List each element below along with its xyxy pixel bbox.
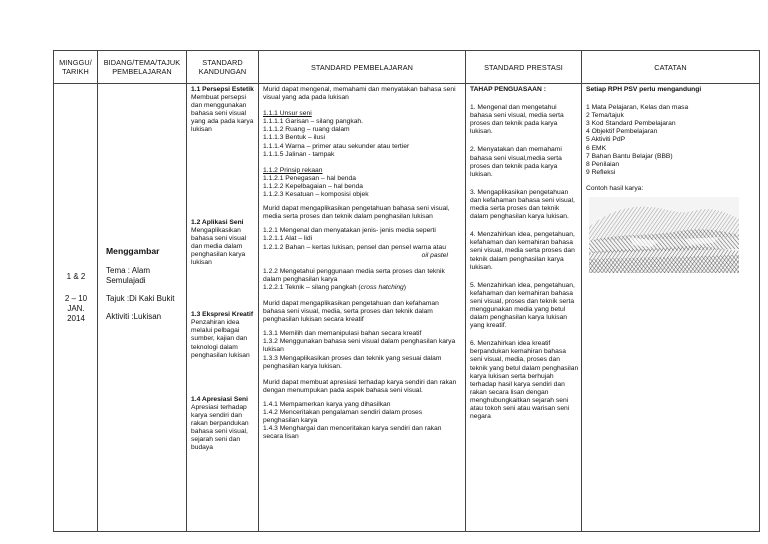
kandungan-line: lukisan xyxy=(191,126,212,134)
sp-line: 1.2.1 Mengenal dan menyatakan jenis- jenis media seperti xyxy=(263,227,436,235)
kandungan-cell xyxy=(187,84,259,532)
tema-line1: Tema : Alam xyxy=(106,266,151,275)
catatan-item: 2 Tema/tajuk xyxy=(586,112,624,120)
kandungan-4 xyxy=(191,396,255,453)
hill-drawing-icon xyxy=(589,197,739,273)
bidang-title: Menggambar xyxy=(106,246,160,256)
sp-line: Murid dapat membuat apresiasi terhadap karya sendiri dan rakan xyxy=(263,378,457,386)
sp-line: penghasilan karya lukisan. xyxy=(263,362,342,370)
kandungan-line: lukisan xyxy=(191,259,212,267)
kandungan-line: penghasilan lukisan xyxy=(191,351,250,359)
contoh-label: Contoh hasil karya: xyxy=(586,184,644,192)
tahap-line: berpandukan kemahiran bahasa xyxy=(470,348,566,356)
sp-line: 1.1.1.5 Jalinan - tampak xyxy=(263,150,335,158)
prestasi-cell xyxy=(466,84,582,532)
kandungan-line: Membuat persepsi xyxy=(191,94,247,102)
tahap-line: media serta proses dan teknik xyxy=(470,205,560,213)
header-minggu-line2: TARIKH xyxy=(62,67,89,76)
tahap-line: kefahaman dan kemahiran bahasa xyxy=(470,289,573,297)
kandungan-1 xyxy=(191,86,255,135)
header-bidang xyxy=(98,51,187,84)
tahap-line: seni visual, media serta proses dan xyxy=(470,247,575,255)
tahap-line: proses dan teknik pada karya xyxy=(470,162,558,170)
tahap-line: 6. Menzahirkan idea kreatif xyxy=(470,340,551,348)
header-kandungan-line2: KANDUNGAN xyxy=(198,67,247,76)
kandungan-line: sejarah seni dan xyxy=(191,436,241,444)
tahap-3 xyxy=(470,189,578,221)
catatan-item: 1 Mata Pelajaran, Kelas dan masa xyxy=(586,104,689,112)
tahap-line: 1. Mengenal dan mengetahui xyxy=(470,104,557,112)
header-kandungan xyxy=(187,51,259,84)
tahap-line: rakan secara lisan dengan xyxy=(470,388,549,396)
header-bidang-line1: BIDANG/TEMA/TAJUK xyxy=(103,58,181,67)
sp-line: 1.4.3 Menghargai dan menceritakan karya sendiri dan rakan xyxy=(263,425,442,433)
sp-line: 1.2.1.2 Bahan – kertas lukisan, pensel dan pensel warna atau xyxy=(263,243,446,251)
tahap-line: menghubungkaitkan sejarah seni xyxy=(470,396,569,404)
catatan-item: 4 Objektif Pembelajaran xyxy=(586,128,658,136)
sp-line: lukisan xyxy=(263,346,284,354)
kandungan-line: melalui pelbagai xyxy=(191,327,240,335)
week-number: 1 & 2 xyxy=(66,272,86,281)
tahap-line: 5. Menzahirkan idea, pengetahuan, xyxy=(470,281,575,289)
tahap-4 xyxy=(470,231,578,271)
catatan-item: 3 Kod Standard Pembelajaran xyxy=(586,120,676,128)
sp-line: Murid dapat mengaplikasikan pengetahuan bahasa seni visual, xyxy=(263,205,450,213)
tahap-line: proses dan teknik pada karya xyxy=(470,120,558,128)
header-prestasi: STANDARD PRESTASI xyxy=(466,51,582,84)
sp-line: 1.1.2.3 Kesatuan – komposisi objek xyxy=(263,191,369,199)
tahap-line: lukisan. xyxy=(470,170,493,178)
kandungan-line: Mengaplikasikan xyxy=(191,226,241,234)
catatan-item: 8 Penilaian xyxy=(586,160,620,168)
tahap-line: teknik dalam penghasilan karya xyxy=(470,255,564,263)
pembelajaran-block-4 xyxy=(263,379,462,442)
unsur-seni-title: 1.1.1 Unsur seni xyxy=(263,110,312,118)
catatan-item: 9 Refleksi xyxy=(586,168,616,176)
tahap-line: seni visual, media, proses dan xyxy=(470,356,560,364)
sp-line: 1.3.3 Mengaplikasikan proses dan teknik yang sesuai dalam xyxy=(263,354,442,362)
catatan-item: 5 Aktiviti PdP xyxy=(586,136,626,144)
sample-artwork-image xyxy=(589,197,739,273)
header-minggu-line1: MINGGU/ xyxy=(59,58,92,67)
tahap-5 xyxy=(470,282,578,331)
kandungan-line: karya sendiri dan xyxy=(191,411,242,419)
teknik-post: ) xyxy=(403,283,407,291)
tahap-line: bahasa seni visual,media serta xyxy=(470,154,562,162)
tajuk: Tajuk :Di Kaki Bukit xyxy=(106,294,175,303)
sp-line: 1.1.2.2 Kepelbagaian – hal benda xyxy=(263,182,364,190)
teknik-line xyxy=(263,284,462,292)
kandungan-line: bahasa seni visual xyxy=(191,234,247,242)
tahap-line: dalam penghasilan karya lukisan xyxy=(470,314,568,322)
prinsip-rekaan-title: 1.1.2 Prinsip rekaan xyxy=(263,166,323,174)
tahap-line: dan kefahaman bahasa seni visual, xyxy=(470,196,575,204)
tahap-line: negara xyxy=(470,413,491,421)
tahap-line: bahasa seni visual, media serta xyxy=(470,112,564,120)
pembelajaran-block-3 xyxy=(263,300,462,371)
sp-line: 1.3.2 Menggunakan bahasa seni visual dalam penghasilan karya xyxy=(263,338,456,346)
header-row xyxy=(54,51,760,84)
tahap-line: lukisan. xyxy=(470,128,493,136)
kandungan-title: 1.2 Aplikasi Seni xyxy=(191,218,244,226)
tahap-line: teknik yang betul dalam penghasilan xyxy=(470,364,578,372)
catatan-cell xyxy=(582,84,760,532)
kandungan-title: 1.4 Apresiasi Seni xyxy=(191,395,248,403)
kandungan-line: dan menggunakan xyxy=(191,102,247,110)
kandungan-line: rakan berpandukan xyxy=(191,419,249,427)
tahap-6 xyxy=(470,340,578,421)
minggu-cell xyxy=(54,84,98,532)
kandungan-title: 1.1 Persepsi Estetik xyxy=(191,86,254,93)
kandungan-2 xyxy=(191,219,255,268)
sp-line: 1.1.1.3 Bentuk – ilusi xyxy=(263,134,326,142)
tahap-line: seni visual, proses dan teknik serta xyxy=(470,297,575,305)
sp-line: 1.2.2 Mengetahui penggunaan media serta proses dan teknik xyxy=(263,267,445,275)
teknik-pre: 1.2.2.1 Teknik – silang pangkah ( xyxy=(263,283,361,291)
rph-table xyxy=(53,50,760,532)
tahap-line: lukisan. xyxy=(470,263,493,271)
sp-line: 1.2.1.1 Alat – lidi xyxy=(263,235,313,243)
kandungan-line: dan media dalam xyxy=(191,242,243,250)
tahap-line: dalam penghasilan karya lukisan. xyxy=(470,213,569,221)
kandungan-line: bahasa seni visual xyxy=(191,110,247,118)
catatan-item: 6 EMK xyxy=(586,144,607,152)
kandungan-line: Penzahiran idea xyxy=(191,319,240,327)
pembelajaran-block-1 xyxy=(263,86,462,199)
sp-line: media serta proses dan teknik dalam penghasilan lukisan xyxy=(263,213,433,221)
kandungan-line: bahasa seni visual, xyxy=(191,428,248,436)
tema-line2: Semulajadi xyxy=(106,276,146,285)
sp-line: 1.1.2.1 Penegasan – hal benda xyxy=(263,174,356,182)
kandungan-3 xyxy=(191,311,255,360)
sp-line: 1.3.1 Memilih dan memanipulasi bahan secara kreatif xyxy=(263,330,422,338)
header-kandungan-line1: STANDARD xyxy=(202,58,243,67)
tahap-1 xyxy=(470,104,578,136)
kandungan-line: budaya xyxy=(191,444,213,452)
pembelajaran-block-2 xyxy=(263,205,462,292)
header-pembelajaran: STANDARD PEMBELAJARAN xyxy=(259,51,466,84)
sp-line: Murid dapat mengaplikasikan pengetahuan dan kefahaman xyxy=(263,299,439,307)
sp-line: penghasilan karya xyxy=(263,417,318,425)
date-range: 2 – 10 xyxy=(64,294,88,303)
tahap-line: karya lukisan serta berhujah xyxy=(470,372,554,380)
kandungan-line: yang ada pada karya xyxy=(191,118,254,126)
sp-line: 1.1.1.1 Garisan – silang pangkah. xyxy=(263,118,364,126)
header-bidang-line2: PEMBELAJARAN xyxy=(112,67,172,76)
aktiviti: Aktiviti :Lukisan xyxy=(106,312,162,321)
kandungan-line: sumber, kajian dan xyxy=(191,335,248,343)
header-catatan: CATATAN xyxy=(582,51,760,84)
date-month: JAN. 2014 xyxy=(67,304,85,323)
sp-line: secara lisan xyxy=(263,433,299,441)
sp-line: 1.1.1.2 Ruang – ruang dalam xyxy=(263,126,350,134)
sp-line: dengan menumpukan pada aspek bahasa seni visual. xyxy=(263,386,423,394)
teknik-ital: cross hatching xyxy=(360,283,404,291)
content-row xyxy=(54,84,760,532)
catatan-title: Setiap RPH PSV perlu mengandungi xyxy=(586,86,702,93)
sp-line: 1.4.1 Mempamerkan karya yang dihasilkan xyxy=(263,400,391,408)
sp-line: bahasa seni visual, media, serta proses dan teknik dalam xyxy=(263,308,433,316)
tahap-line: 3. Mengaplikasikan pengetahuan xyxy=(470,188,569,196)
tahap-line: yang kreatif. xyxy=(470,322,507,330)
sp-line: penghasilan lukisan secara kreatif xyxy=(263,316,364,324)
tahap-line: terhadap hasil karya sendiri dan xyxy=(470,380,565,388)
sp-line: dalam penghasilan karya xyxy=(263,275,338,283)
tahap-2 xyxy=(470,146,578,178)
catatan-item: 7 Bahan Bantu Belajar (BBB) xyxy=(586,152,673,160)
tahap-penguasaan-title: TAHAP PENGUASAAN : xyxy=(470,86,546,93)
sp-line: oil pastel xyxy=(421,251,448,259)
kandungan-line: penghasilan karya xyxy=(191,250,246,258)
pembelajaran-cell xyxy=(259,84,466,532)
tahap-line: menggunakan media yang betul xyxy=(470,305,566,313)
kandungan-line: teknologi dalam xyxy=(191,343,238,351)
header-minggu xyxy=(54,51,98,84)
tahap-line: 2. Menyatakan dan memahami xyxy=(470,146,562,154)
sp-line: 1.4.2 Menceritakan pengalaman sendiri dalam proses xyxy=(263,409,423,416)
kandungan-title: 1.3 Ekspresi Kreatif xyxy=(191,311,254,319)
tahap-line: 4. Menzahirkan idea, pengetahuan, xyxy=(470,231,575,239)
bidang-cell xyxy=(98,84,187,532)
sp-line: visual yang ada pada lukisan xyxy=(263,94,349,102)
tahap-line: atau tokoh seni atau warisan seni xyxy=(470,405,570,412)
tahap-line: kefahaman dan kemahiran bahasa xyxy=(470,239,573,247)
sp-line: Murid dapat mengenal, memahami dan menyatakan bahasa seni xyxy=(263,86,456,93)
kandungan-line: Apresiasi terhadap xyxy=(191,403,247,411)
sp-line: 1.1.1.4 Warna – primer atau sekunder atau tertier xyxy=(263,142,410,150)
